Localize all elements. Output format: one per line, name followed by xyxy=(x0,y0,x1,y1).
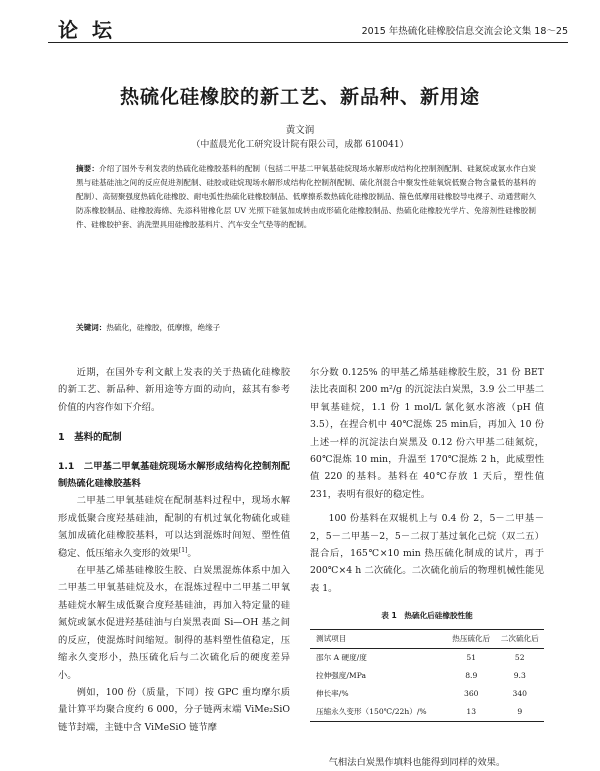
body-paragraph: 100 份基料在双辊机上与 0.4 份 2，5－二甲基－2，5－二甲基－2，5－二叔丁基过氧化己烷（双二五）混合后，165℃×10 min 热压硫化制成的试片，再于 200℃×4 h 二次硫化。二次硫化前后的物理机械性能见表 1。 xyxy=(310,513,544,594)
table-cell: 压缩永久变形（150℃/22h）/% xyxy=(316,706,427,716)
table-cell: 360 xyxy=(464,688,479,698)
author-name: 黄文润 xyxy=(285,125,315,136)
table-cell: 伸长率/% xyxy=(316,688,349,698)
table-row xyxy=(310,667,544,685)
body-paragraph: 气相法白炭黑作填料也能得到同样的效果。 xyxy=(328,756,506,768)
abstract-label: 摘要： xyxy=(76,164,100,173)
table-cell: 52 xyxy=(514,652,525,662)
table-header-cell: 热压硫化后 xyxy=(452,633,491,643)
body-text: 二甲基二甲氧基硅烷在配制基料过程中，现场水解形成低聚合度羟基硅油，配制的有机过氧化物硫化或硅氢加成硫化硅橡胶基料，可以达到混炼时间短、塑性值稳定、低压缩永久变形的效果 xyxy=(58,495,290,559)
body-paragraph: 尔分数 0.125% 的甲基乙烯基硅橡胶生胶，31 份 BET 法比表面积 200 m²/g 的沉淀法白炭黑，3.9 公二甲基二甲氧基硅烷，1.1 份 1 mol/L 氯化氨水溶液（pH 值 3.5），在捏合机中 40℃混炼 25 min后，再加入 10 份上述一样的沉淀法白炭黑及 0.12 份六甲基二硅氮烷，60℃混炼 10 min，升温至 170℃混炼 2 h，此威塑性值 220 的基料。基料在 40℃存放 1 天后，塑性值 231，表明有很好的稳定性。 xyxy=(310,367,544,500)
section-heading-1: 1 基料的配制 xyxy=(58,432,122,444)
table-cell: 51 xyxy=(466,652,477,662)
table-row xyxy=(310,685,544,703)
citation-ref: [1] xyxy=(178,546,188,554)
table-cell: 邵尔 A 硬度/度 xyxy=(316,652,367,662)
keywords-label: 关键词： xyxy=(76,323,107,332)
table-cell: 340 xyxy=(512,688,527,698)
intro-paragraph: 近期，在国外专利文献上发表的关于热硫化硅橡胶的新工艺、新品种、新用途等方面的动向，兹其有参考价值的内容作如下介绍。 xyxy=(58,367,290,413)
body-text-end: 。 xyxy=(187,547,197,559)
left-column xyxy=(58,364,290,736)
abstract xyxy=(76,162,536,232)
table-cell: 9 xyxy=(517,706,523,716)
table-cell: 8.9 xyxy=(465,670,478,680)
properties-table xyxy=(310,629,544,722)
keywords xyxy=(76,321,536,335)
table-cell: 9.3 xyxy=(513,670,526,680)
table-header-row xyxy=(310,629,544,648)
abstract-text: 介绍了国外专利发表的热硫化硅橡胶基料的配制（包括二甲基二甲氧基硅烷现场水解形成结构化控制剂配制、硅氮烷或氯水作白炭黑与硅基硅油之间的反应促进剂配制、硅胶或硅烷现场水解形成结构化控制剂配制、硫化剂混合中聚发性硅氧烷低聚合物含量低的基料的配制）、高韧聚强度热硫化硅橡胶、耐电弧性热硫化硅橡胶制品、低摩擦系数热硫化硅橡胶制品、箍色低摩用硅橡胶导电裸子、动通营耐久防冻橡胶制品、硅橡胶海绵、先添科钳橡化层 UV 光照下硅氢加成转由成形硫化硅橡胶制品、热硫化硅橡胶光学片、免溶剂性硅橡胶制件、硅橡胶护套、消洗塑具用硅橡胶基料片、汽车安全气垫等的配制。 xyxy=(76,164,537,229)
right-column xyxy=(310,364,544,771)
table-row xyxy=(310,703,544,722)
table-header-cell: 测试项目 xyxy=(316,633,347,643)
body-paragraph: 例如，100 份（质量，下同）按 GPC 重均摩尔质量计算平均聚合度约 6 000，分子链两末端 ViMe₂SiO 链节封端，主链中含 ViMeSiO 链节摩 xyxy=(58,686,290,733)
table-header-cell: 二次硫化后 xyxy=(500,633,539,643)
body-paragraph xyxy=(58,492,290,562)
journal-info: 2015 年热硫化硅橡胶信息交流会论文集 18～25 xyxy=(361,26,568,37)
keywords-text: 热硫化，硅橡胶，低摩擦，绝缘子 xyxy=(106,323,221,332)
table-caption: 表 1 热硫化后硅橡胶性能 xyxy=(381,611,473,621)
table-cell: 13 xyxy=(466,706,477,716)
author-affiliation: （中蓝晨光化工研究设计院有限公司，成都 610041） xyxy=(191,140,409,150)
section-name: 论坛 xyxy=(58,18,126,42)
paper-title: 热硫化硅橡胶的新工艺、新品种、新用途 xyxy=(119,86,480,108)
page-header xyxy=(48,12,568,43)
body-paragraph: 在甲基乙烯基硅橡胶生胶、白炭黑混炼体系中加入二甲基二甲氧基硅烷及水，在混炼过程中二甲基二甲氧基硅烷水解生成低聚合度羟基硅油，再加入特定量的硅氮烷或氯水促进羟基硅油与白炭黑表面 Si—OH 基之间的反应，使混炼时间缩短。制得的基料塑性值稳定，压缩永久变形小，热压硫化后与二次硫化后的硬度差异小。 xyxy=(58,565,290,681)
table-row xyxy=(310,648,544,667)
subsection-heading-1-1: 1.1 二甲基二甲氧基硅烷现场水解形成结构化控制剂配制热硫化硅橡胶基料 xyxy=(58,460,290,490)
table-cell: 拉伸强度/MPa xyxy=(316,670,367,680)
